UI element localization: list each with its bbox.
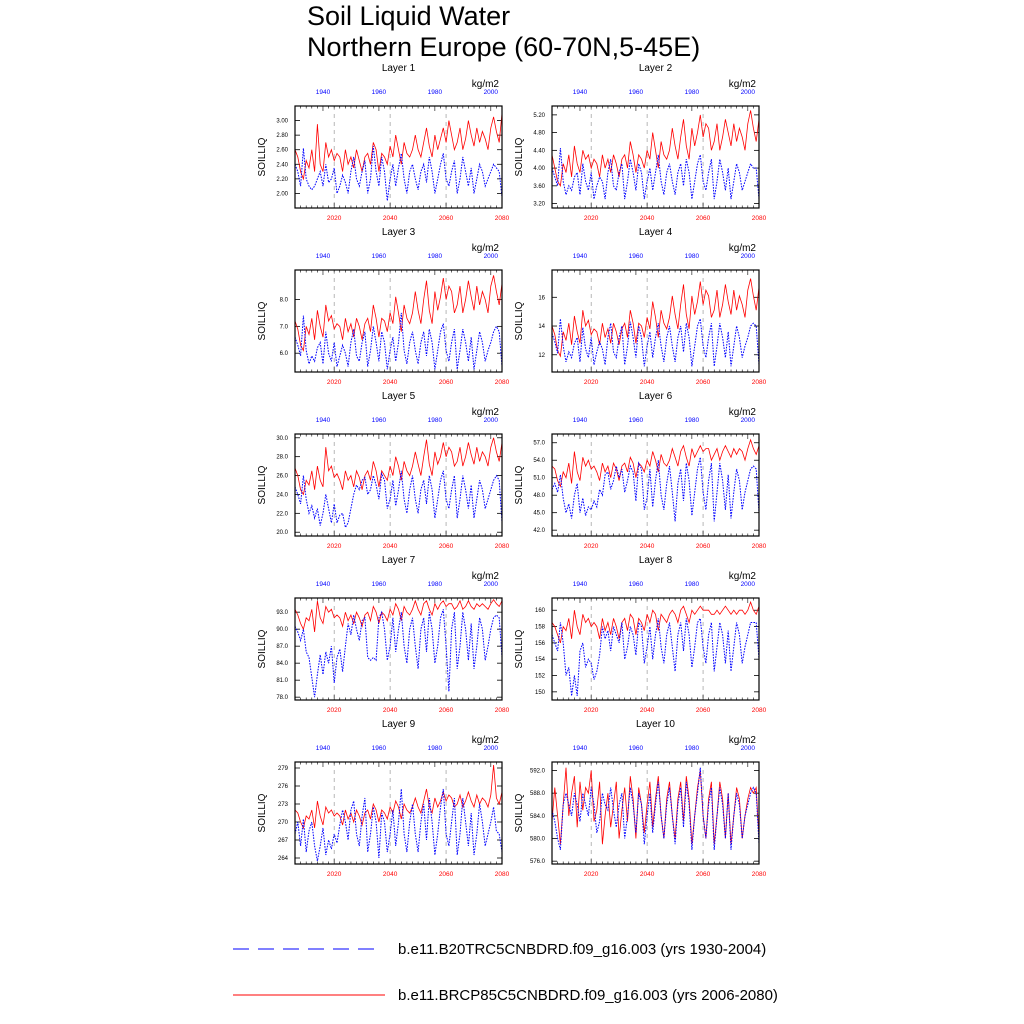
y-tick-label: 22.0 xyxy=(276,511,288,518)
y-tick-label: 90.0 xyxy=(276,627,288,634)
y-tick-label: 2.80 xyxy=(276,133,288,140)
y-tick-label: 576.0 xyxy=(529,859,545,866)
y-tick-label: 267 xyxy=(277,838,288,844)
panel-units: kg/m2 xyxy=(728,735,756,746)
top-axis-tick-label: 1940 xyxy=(572,89,588,96)
plot-frame xyxy=(552,598,759,700)
y-tick-label: 20.0 xyxy=(276,530,288,537)
bottom-axis-tick-label: 2020 xyxy=(583,215,599,222)
top-axis-tick-label: 1940 xyxy=(572,745,588,752)
panel-units: kg/m2 xyxy=(471,243,499,254)
series-future-line xyxy=(552,768,759,845)
panel-title: Layer 3 xyxy=(381,227,416,238)
top-axis-tick-label: 1980 xyxy=(684,417,700,424)
panel-2 xyxy=(514,63,767,222)
y-axis-label: SOILLIQ xyxy=(257,301,268,341)
bottom-axis-tick-label: 2080 xyxy=(494,707,510,714)
top-axis-tick-label: 2000 xyxy=(483,89,499,96)
panel-units: kg/m2 xyxy=(728,571,756,582)
y-tick-label: 158 xyxy=(534,624,545,631)
y-tick-label: 14 xyxy=(538,324,545,331)
top-axis-tick-label: 2000 xyxy=(740,89,756,96)
top-axis-tick-label: 2000 xyxy=(740,745,756,752)
plot-frame xyxy=(552,762,759,864)
y-axis-label: SOILLIQ xyxy=(257,629,268,669)
top-axis-tick-label: 1960 xyxy=(371,745,387,752)
y-tick-label: 12 xyxy=(538,352,545,359)
bottom-axis-tick-label: 2040 xyxy=(639,543,655,550)
y-tick-label: 273 xyxy=(277,802,288,808)
top-axis-tick-label: 2000 xyxy=(483,581,499,588)
bottom-axis-tick-label: 2060 xyxy=(438,871,454,878)
panel-1 xyxy=(257,63,510,222)
top-axis-tick-label: 2000 xyxy=(483,417,499,424)
plot-frame xyxy=(295,270,502,372)
top-axis-tick-label: 1940 xyxy=(315,581,331,588)
y-tick-label: 93.0 xyxy=(276,610,288,617)
series-future-line xyxy=(552,440,759,487)
top-axis-tick-label: 2000 xyxy=(483,745,499,752)
bottom-axis-tick-label: 2040 xyxy=(382,543,398,550)
bottom-axis-tick-label: 2060 xyxy=(438,543,454,550)
y-tick-label: 3.20 xyxy=(533,201,545,208)
y-axis-label: SOILLIQ xyxy=(257,137,268,177)
bottom-axis-tick-label: 2080 xyxy=(751,379,767,386)
y-tick-label: 584.0 xyxy=(529,813,545,820)
top-axis-tick-label: 1980 xyxy=(427,89,443,96)
y-axis-label: SOILLIQ xyxy=(514,137,525,177)
top-axis-tick-label: 2000 xyxy=(740,581,756,588)
top-axis-tick-label: 1980 xyxy=(427,745,443,752)
y-tick-label: 26.0 xyxy=(276,473,288,480)
y-tick-label: 4.80 xyxy=(533,130,545,137)
series-historical-line xyxy=(295,609,502,697)
chart-title-line2: Northern Europe (60-70N,5-45E) xyxy=(307,32,701,62)
top-axis-tick-label: 1960 xyxy=(371,581,387,588)
panel-title: Layer 8 xyxy=(638,555,673,566)
bottom-axis-tick-label: 2020 xyxy=(326,871,342,878)
y-axis-label: SOILLIQ xyxy=(514,301,525,341)
y-tick-label: 276 xyxy=(277,784,288,790)
panel-9 xyxy=(257,719,510,878)
series-historical-line xyxy=(552,457,759,521)
y-tick-label: 156 xyxy=(534,640,545,647)
y-tick-label: 588.0 xyxy=(529,791,545,798)
series-historical-line xyxy=(552,319,759,367)
panel-title: Layer 7 xyxy=(381,555,416,566)
series-historical-line xyxy=(295,471,502,528)
bottom-axis-tick-label: 2040 xyxy=(639,215,655,222)
y-tick-label: 30.0 xyxy=(276,435,288,442)
y-tick-label: 28.0 xyxy=(276,454,288,461)
series-historical-line xyxy=(295,313,502,369)
bottom-axis-tick-label: 2080 xyxy=(751,707,767,714)
y-tick-label: 16 xyxy=(538,295,545,302)
bottom-axis-tick-label: 2080 xyxy=(494,215,510,222)
panel-title: Layer 1 xyxy=(381,63,416,74)
panel-5 xyxy=(257,391,510,550)
y-tick-label: 2.20 xyxy=(276,176,288,183)
y-tick-label: 87.0 xyxy=(276,644,288,651)
top-axis-tick-label: 1960 xyxy=(371,253,387,260)
panel-title: Layer 4 xyxy=(638,227,673,238)
panel-units: kg/m2 xyxy=(471,79,499,90)
panel-units: kg/m2 xyxy=(471,735,499,746)
top-axis-tick-label: 1940 xyxy=(315,745,331,752)
y-axis-label: SOILLIQ xyxy=(514,465,525,505)
legend-future-label: b.e11.BRCP85C5CNBDRD.f09_g16.003 (yrs 2006-2080) xyxy=(398,987,778,1004)
bottom-axis-tick-label: 2040 xyxy=(639,707,655,714)
bottom-axis-tick-label: 2060 xyxy=(438,707,454,714)
y-tick-label: 51.0 xyxy=(533,475,545,482)
y-axis-label: SOILLIQ xyxy=(514,793,525,833)
y-tick-label: 2.40 xyxy=(276,162,288,169)
bottom-axis-tick-label: 2060 xyxy=(695,379,711,386)
series-future-line xyxy=(552,279,759,357)
bottom-axis-tick-label: 2060 xyxy=(695,707,711,714)
y-axis-label: SOILLIQ xyxy=(257,465,268,505)
y-tick-label: 592.0 xyxy=(529,768,545,775)
top-axis-tick-label: 1960 xyxy=(628,417,644,424)
panel-units: kg/m2 xyxy=(471,571,499,582)
bottom-axis-tick-label: 2060 xyxy=(695,215,711,222)
bottom-axis-tick-label: 2040 xyxy=(382,215,398,222)
y-tick-label: 8.0 xyxy=(279,297,288,304)
bottom-axis-tick-label: 2080 xyxy=(494,871,510,878)
y-tick-label: 580.0 xyxy=(529,836,545,843)
series-historical-line xyxy=(552,618,759,696)
panel-6 xyxy=(514,391,767,550)
top-axis-tick-label: 2000 xyxy=(740,253,756,260)
chart-title-line1: Soil Liquid Water xyxy=(307,1,511,31)
y-tick-label: 160 xyxy=(534,608,545,615)
y-tick-label: 270 xyxy=(277,820,288,826)
y-tick-label: 48.0 xyxy=(533,493,545,500)
y-tick-label: 150 xyxy=(534,689,545,696)
top-axis-tick-label: 1940 xyxy=(315,89,331,96)
y-tick-label: 54.0 xyxy=(533,458,545,465)
top-axis-tick-label: 1940 xyxy=(572,253,588,260)
top-axis-tick-label: 1960 xyxy=(628,581,644,588)
top-axis-tick-label: 1940 xyxy=(315,417,331,424)
bottom-axis-tick-label: 2040 xyxy=(382,871,398,878)
y-tick-label: 5.20 xyxy=(533,112,545,119)
panel-title: Layer 9 xyxy=(381,719,416,730)
panel-grid xyxy=(257,63,767,878)
y-tick-label: 78.0 xyxy=(276,695,288,702)
bottom-axis-tick-label: 2060 xyxy=(438,379,454,386)
panel-3 xyxy=(257,227,510,386)
top-axis-tick-label: 2000 xyxy=(483,253,499,260)
y-tick-label: 2.60 xyxy=(276,147,288,154)
y-tick-label: 6.0 xyxy=(279,351,288,358)
top-axis-tick-label: 1940 xyxy=(572,581,588,588)
y-tick-label: 81.0 xyxy=(276,678,288,685)
y-tick-label: 2.00 xyxy=(276,191,288,198)
legend xyxy=(233,941,778,1004)
top-axis-tick-label: 1980 xyxy=(427,581,443,588)
panel-units: kg/m2 xyxy=(728,407,756,418)
plot-frame xyxy=(295,598,502,700)
y-axis-label: SOILLIQ xyxy=(514,629,525,669)
y-tick-label: 3.60 xyxy=(533,183,545,190)
bottom-axis-tick-label: 2020 xyxy=(326,543,342,550)
top-axis-tick-label: 1980 xyxy=(684,253,700,260)
plot-frame xyxy=(295,106,502,208)
bottom-axis-tick-label: 2040 xyxy=(639,871,655,878)
panel-4 xyxy=(514,227,767,386)
top-axis-tick-label: 1940 xyxy=(572,417,588,424)
top-axis-tick-label: 1960 xyxy=(628,253,644,260)
bottom-axis-tick-label: 2060 xyxy=(438,215,454,222)
top-axis-tick-label: 2000 xyxy=(740,417,756,424)
y-tick-label: 4.40 xyxy=(533,148,545,155)
top-axis-tick-label: 1980 xyxy=(684,745,700,752)
y-axis-label: SOILLIQ xyxy=(257,793,268,833)
y-tick-label: 154 xyxy=(534,657,545,664)
bottom-axis-tick-label: 2020 xyxy=(326,215,342,222)
bottom-axis-tick-label: 2080 xyxy=(751,543,767,550)
panel-7 xyxy=(257,555,510,714)
y-tick-label: 84.0 xyxy=(276,661,288,668)
panel-title: Layer 6 xyxy=(638,391,673,402)
bottom-axis-tick-label: 2020 xyxy=(583,871,599,878)
y-tick-label: 45.0 xyxy=(533,510,545,517)
bottom-axis-tick-label: 2080 xyxy=(494,379,510,386)
plot-frame xyxy=(552,106,759,208)
top-axis-tick-label: 1980 xyxy=(684,89,700,96)
top-axis-tick-label: 1960 xyxy=(371,89,387,96)
panel-title: Layer 10 xyxy=(636,719,675,730)
series-historical-line xyxy=(552,148,759,199)
panel-units: kg/m2 xyxy=(471,407,499,418)
bottom-axis-tick-label: 2020 xyxy=(583,543,599,550)
series-historical-line xyxy=(295,146,502,201)
top-axis-tick-label: 1980 xyxy=(427,417,443,424)
y-tick-label: 3.00 xyxy=(276,118,288,125)
bottom-axis-tick-label: 2040 xyxy=(639,379,655,386)
bottom-axis-tick-label: 2020 xyxy=(326,707,342,714)
y-tick-label: 4.00 xyxy=(533,166,545,173)
plot-frame xyxy=(552,434,759,536)
top-axis-tick-label: 1980 xyxy=(427,253,443,260)
bottom-axis-tick-label: 2020 xyxy=(583,379,599,386)
top-axis-tick-label: 1980 xyxy=(684,581,700,588)
y-tick-label: 7.0 xyxy=(279,324,288,331)
bottom-axis-tick-label: 2020 xyxy=(326,379,342,386)
top-axis-tick-label: 1940 xyxy=(315,253,331,260)
y-tick-label: 152 xyxy=(534,673,545,680)
bottom-axis-tick-label: 2020 xyxy=(583,707,599,714)
top-axis-tick-label: 1960 xyxy=(371,417,387,424)
panel-title: Layer 2 xyxy=(638,63,673,74)
legend-historical-label: b.e11.B20TRC5CNBDRD.f09_g16.003 (yrs 1930-2004) xyxy=(398,941,767,958)
y-tick-label: 264 xyxy=(277,856,288,862)
panel-title: Layer 5 xyxy=(381,391,416,402)
y-tick-label: 279 xyxy=(277,766,288,772)
bottom-axis-tick-label: 2060 xyxy=(695,543,711,550)
bottom-axis-tick-label: 2080 xyxy=(751,215,767,222)
top-axis-tick-label: 1960 xyxy=(628,89,644,96)
bottom-axis-tick-label: 2080 xyxy=(751,871,767,878)
panel-units: kg/m2 xyxy=(728,243,756,254)
panel-10 xyxy=(514,719,767,878)
panel-units: kg/m2 xyxy=(728,79,756,90)
bottom-axis-tick-label: 2060 xyxy=(695,871,711,878)
plot-frame xyxy=(552,270,759,372)
y-tick-label: 42.0 xyxy=(533,528,545,535)
top-axis-tick-label: 1960 xyxy=(628,745,644,752)
bottom-axis-tick-label: 2040 xyxy=(382,379,398,386)
bottom-axis-tick-label: 2080 xyxy=(494,543,510,550)
panel-8 xyxy=(514,555,767,714)
y-tick-label: 57.0 xyxy=(533,440,545,447)
bottom-axis-tick-label: 2040 xyxy=(382,707,398,714)
y-tick-label: 24.0 xyxy=(276,492,288,499)
